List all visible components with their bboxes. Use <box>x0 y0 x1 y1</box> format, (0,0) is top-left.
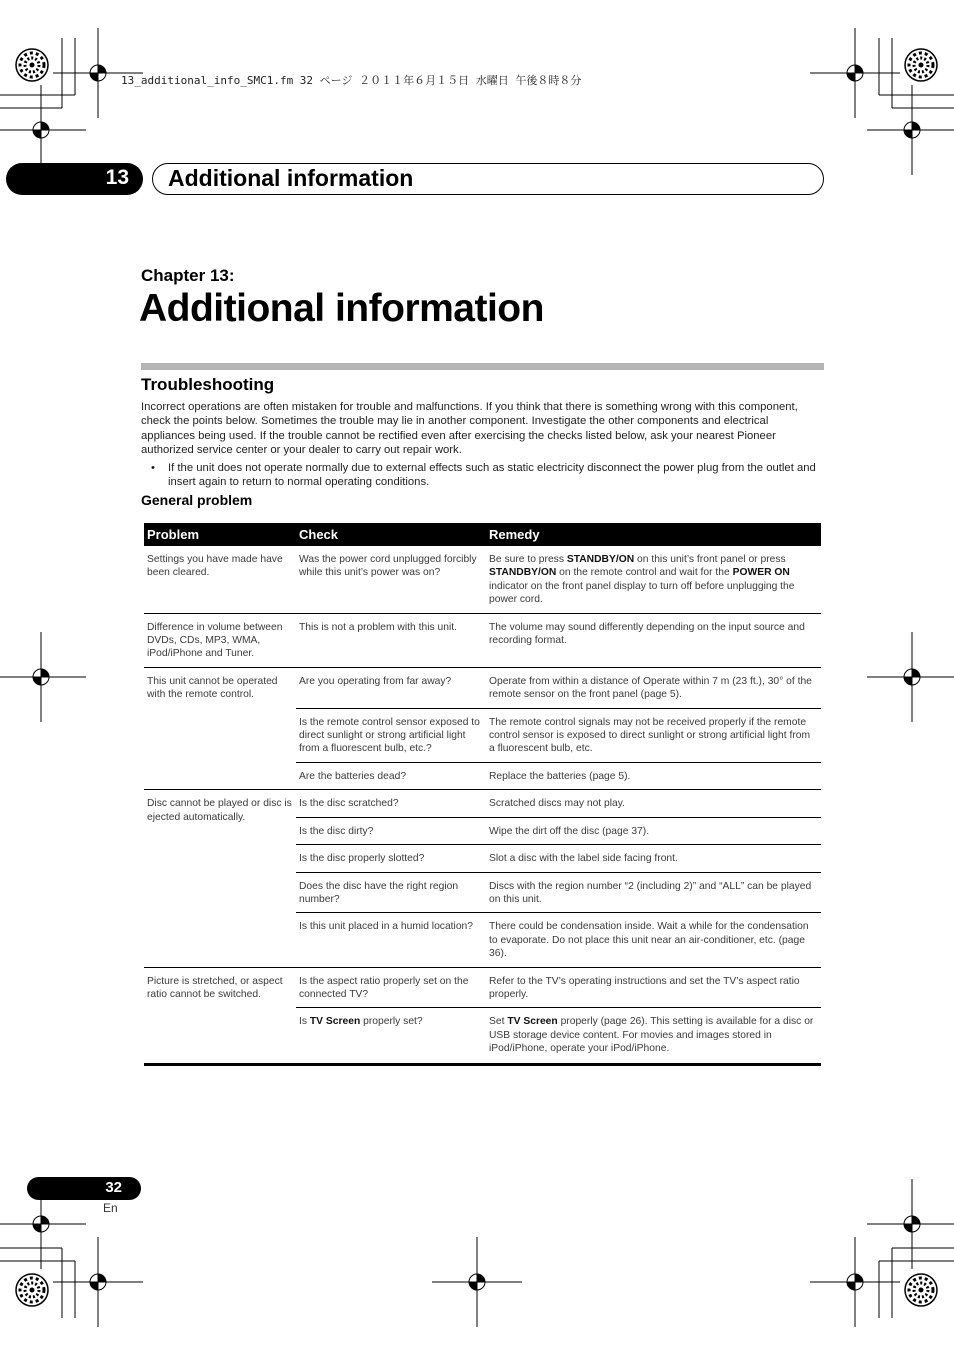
crosshair-icon <box>432 1237 522 1327</box>
crosshair-icon <box>0 85 86 175</box>
remedy-cell: Replace the batteries (page 5). <box>486 762 821 789</box>
check-cell: Is the disc dirty? <box>296 817 486 844</box>
column-header-remedy: Remedy <box>486 523 821 546</box>
remedy-cell: Be sure to press STANDBY/ON on this unit’s front panel or press STANDBY/ON on the remote control and wait for the POWER ON indicator on the front panel display to turn off before unplugging the power cord. <box>489 554 795 606</box>
section-divider <box>141 363 824 370</box>
table-row <box>144 613 821 667</box>
print-header: 13_additional_info_SMC1.fm 32 ページ ２０１１年６月１５日 水曜日 午後８時８分 <box>121 74 582 87</box>
table-row <box>144 967 821 1008</box>
remedy-cell: Refer to the TV’s operating instructions and set the TV’s aspect ratio properly. <box>486 967 821 1008</box>
chapter-header-title: Additional information <box>168 165 414 191</box>
remedy-cell: Wipe the dirt off the disc (page 37). <box>486 817 821 844</box>
remedy-cell: The remote control signals may not be received properly if the remote control sensor is exposed to direct sunlight or strong artificial light from a fluorescent bulb, etc. <box>486 708 821 762</box>
bullet-text: If the unit does not operate normally due to external effects such as static electricity disconnect the power plug from the outlet and insert again to return to normal operating conditions. <box>168 462 816 489</box>
registration-target-icon <box>16 1274 48 1306</box>
check-cell: Does the disc have the right region number? <box>296 872 486 913</box>
problem-cell: Picture is stretched, or aspect ratio cannot be switched. <box>144 967 296 1064</box>
check-cell: Is the remote control sensor exposed to direct sunlight or strong artificial light from a fluorescent bulb, etc.? <box>296 708 486 762</box>
remedy-cell: Discs with the region number “2 (including 2)” and “ALL” can be played on this unit. <box>486 872 821 913</box>
problem-cell: This unit cannot be operated with the remote control. <box>144 667 296 789</box>
check-cell: Are the batteries dead? <box>296 762 486 789</box>
remedy-cell: The volume may sound differently depending on the input source and recording format. <box>486 613 821 667</box>
page-number-tab <box>27 1177 141 1200</box>
check-cell: Are you operating from far away? <box>296 667 486 708</box>
remedy-cell: There could be condensation inside. Wait a while for the condensation to evaporate. Do not place this unit near an air-conditioner, etc. (page 36). <box>486 913 821 967</box>
registration-target-icon <box>16 49 48 81</box>
problem-cell: Difference in volume between DVDs, CDs, MP3, WMA, iPod/iPhone and Tuner. <box>144 613 296 667</box>
chapter-label: Chapter 13: <box>141 266 235 285</box>
page-number: 32 <box>105 1179 122 1196</box>
crosshair-icon <box>867 1179 954 1269</box>
table-row <box>144 667 821 708</box>
problem-cell: Disc cannot be played or disc is ejected automatically. <box>144 790 296 967</box>
crosshair-icon <box>810 1237 900 1327</box>
check-cell: Is this unit placed in a humid location? <box>296 913 486 967</box>
problem-cell: Settings you have made have been cleared. <box>147 554 283 579</box>
registration-target-icon <box>905 49 937 81</box>
bullet-icon: • <box>151 462 155 474</box>
crosshair-icon <box>867 85 954 175</box>
crosshair-icon <box>810 28 900 118</box>
check-cell: This is not a problem with this unit. <box>296 613 486 667</box>
table-row <box>144 790 821 817</box>
remedy-cell: Operate from within a distance of Operate within 7 m (23 ft.), 30° of the remote sensor on the front panel (page 5). <box>486 667 821 708</box>
page-language: En <box>103 1201 118 1215</box>
intro-paragraph: Incorrect operations are often mistaken for trouble and malfunctions. If you think that there is something wrong with this component, check the points below. Sometimes the trouble may lie in another component. Investigate the other components and electrical appliances being used. If the trouble cannot be rectified even after exercising the checks listed below, ask your nearest Pioneer authorized service center or your dealer to carry out repair work. <box>141 401 798 456</box>
bullet-item <box>151 461 821 490</box>
remedy-cell: Scratched discs may not play. <box>486 790 821 817</box>
troubleshooting-table <box>144 523 821 1066</box>
check-cell: Is the aspect ratio properly set on the connected TV? <box>296 967 486 1008</box>
chapter-header <box>152 163 824 195</box>
column-header-check: Check <box>296 523 486 546</box>
column-header-problem: Problem <box>144 523 296 546</box>
chapter-tab <box>6 163 143 195</box>
remedy-cell: Slot a disc with the label side facing front. <box>486 845 821 872</box>
crosshair-icon <box>53 1237 143 1327</box>
check-cell: Is the disc scratched? <box>296 790 486 817</box>
section-title: Troubleshooting <box>141 375 275 394</box>
table-header-row <box>144 523 821 546</box>
crosshair-icon <box>867 632 954 722</box>
check-cell: Is the disc properly slotted? <box>296 845 486 872</box>
remedy-cell: Set TV Screen properly (page 26). This setting is available for a disc or USB storage device content. For movies and images stored in iPod/iPhone, operate your iPod/iPhone. <box>486 1008 821 1064</box>
crosshair-icon <box>0 632 86 722</box>
check-cell: Is TV Screen properly set? <box>296 1008 486 1064</box>
page-title: Additional information <box>139 287 544 330</box>
registration-target-icon <box>905 1274 937 1306</box>
table-row <box>144 546 821 613</box>
chapter-number: 13 <box>105 166 129 189</box>
subsection-title: General problem <box>141 492 253 508</box>
check-cell: Was the power cord unplugged forcibly while this unit’s power was on? <box>299 554 477 579</box>
crosshair-icon <box>53 28 143 118</box>
